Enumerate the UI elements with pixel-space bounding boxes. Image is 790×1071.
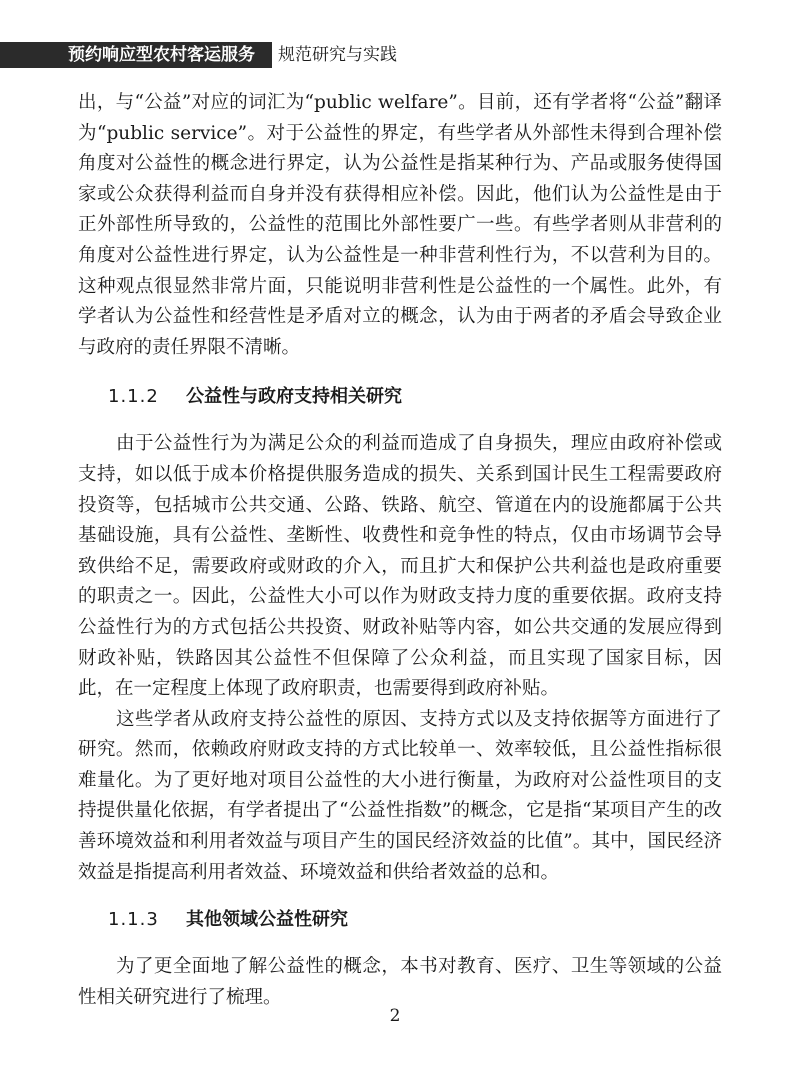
- paragraph: 这些学者从政府支持公益性的原因、支持方式以及支持依据等方面进行了研究。然而，依赖政府财政支持的方式比较单一、效率较低，且公益性指标很难量化。为了更好地对项目公益性的大小进行衡量，为政府对公益性项目的支持提供量化依据，有学者提出了“公益性指数”的概念，它是指“某项目产生的改善环境效益和利用者效益与项目产生的国民经济效益的比值”。其中，国民经济效益是指提高利用者效益、环境效益和供给者效益的总和。: [78, 708, 722, 883]
- paragraph-continued: 出，与“公益”对应的词汇为“public welfare”。目前，还有学者将“公益”翻译为“public service”。对于公益性的界定，有些学者从外部性未得到合理补偿角度对公益性的概念进行界定，认为公益性是指某种行为、产品或服务使得国家或公众获得利益而自身并没有获得相应补偿。因此，他们认为公益性是由于正外部性所导致的，公益性的范围比外部性要广一些。有些学者则从非营利的角度对公益性进行界定，认为公益性是一种非营利性行为，不以营利为目的。这种观点很显然非常片面，只能说明非营利性是公益性的一个属性。此外，有学者认为公益性和经营性是矛盾对立的概念，认为由于两者的矛盾会导致企业与政府的责任界限不清晰。: [78, 92, 722, 358]
- book-subtitle: 规范研究与实践: [278, 45, 397, 65]
- paragraph: 为了更全面地了解公益性的概念，本书对教育、医疗、卫生等领域的公益性相关研究进行了梳理。: [78, 956, 722, 1008]
- book-title: 预约响应型农村客运服务: [68, 45, 255, 65]
- section-number: 1.1.3: [108, 909, 159, 931]
- page-body: [78, 88, 722, 1013]
- paragraph: 由于公益性行为为满足公众的利益而造成了自身损失，理应由政府补偿或支持，如以低于成本价格提供服务造成的损失、关系到国计民生工程需要政府投资等，包括城市公共交通、公路、铁路、航空、管道在内的设施都属于公共基础设施，具有公益性、垄断性、收费性和竞争性的特点，仅由市场调节会导致供给不足，需要政府或财政的介入，而且扩大和保护公共利益也是政府重要的职责之一。因此，公益性大小可以作为财政支持力度的重要依据。政府支持公益性行为的方式包括公共投资、财政补贴等内容，如公共交通的发展应得到财政补贴，铁路因其公益性不但保障了公众利益，而且实现了国家目标，因此，在一定程度上体现了政府职责，也需要得到政府补贴。: [78, 433, 722, 700]
- section-heading-1-1-2: [78, 385, 722, 409]
- page-number: 2: [389, 1006, 401, 1026]
- section-title: 公益性与政府支持相关研究: [186, 386, 402, 408]
- running-header: [0, 42, 790, 68]
- section-heading-1-1-3: [78, 908, 722, 932]
- section-number: 1.1.2: [108, 386, 159, 408]
- section-title: 其他领域公益性研究: [186, 909, 348, 931]
